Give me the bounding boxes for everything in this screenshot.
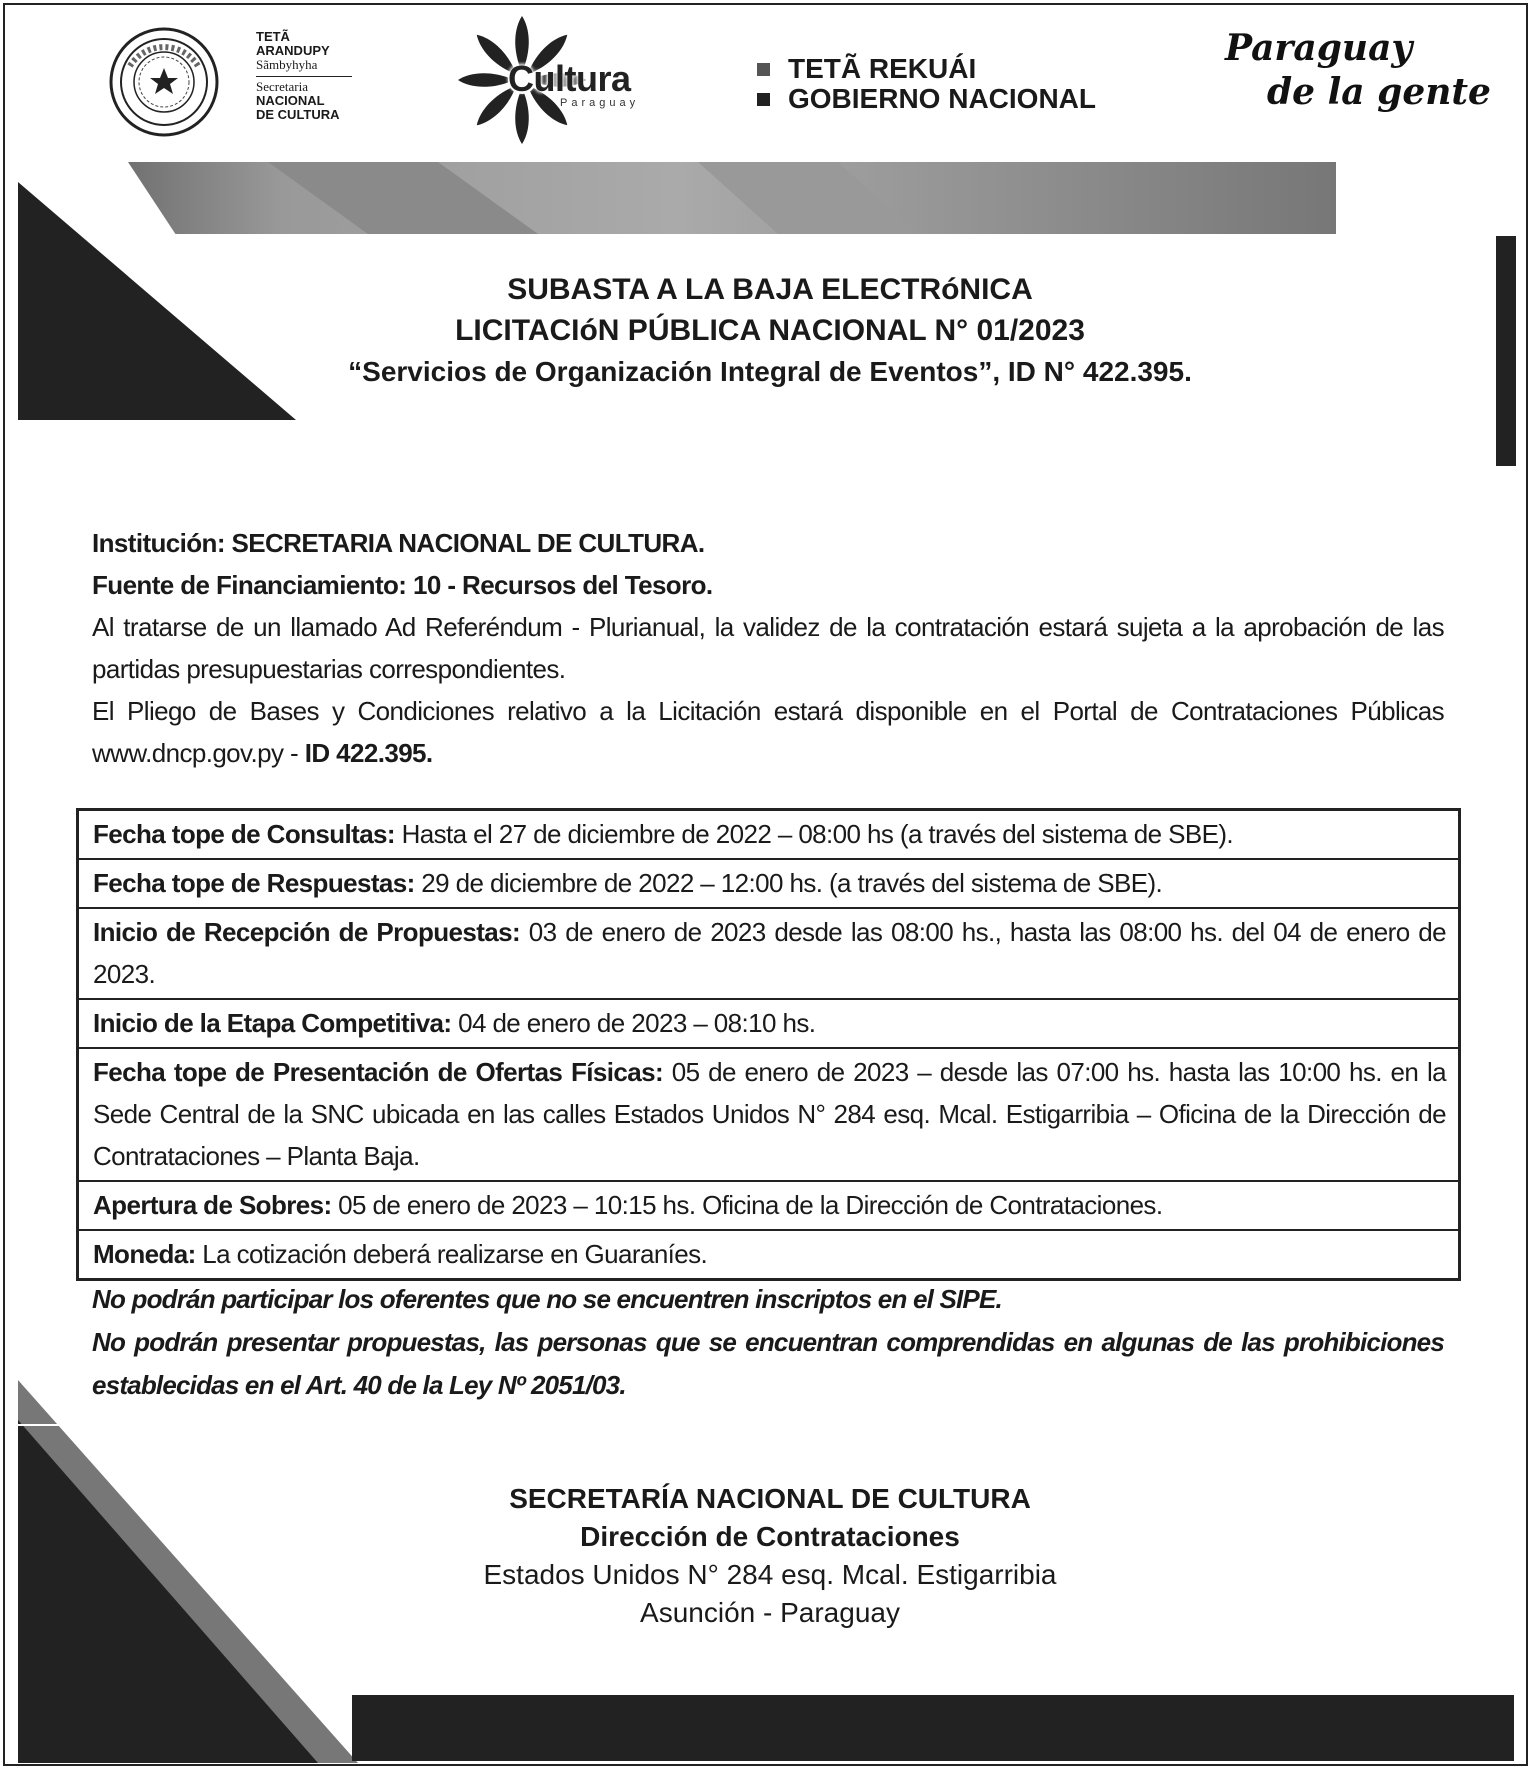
schedule-label: Moneda:: [93, 1239, 196, 1269]
schedule-row-etapa-competitiva: [79, 1000, 1458, 1049]
right-edge-bar: [1496, 236, 1516, 466]
seal-label-3: Sãmbyhyha: [256, 57, 318, 72]
cultura-logo-word: Cultura: [508, 58, 631, 99]
footer-dept: Dirección de Contrataciones: [580, 1521, 960, 1552]
national-seal-icon: [108, 26, 220, 138]
footer-contact: [430, 1480, 1110, 1632]
schedule-table: [76, 808, 1461, 1281]
slogan-line-2: de la gente: [1267, 71, 1491, 113]
schedule-value: La cotización deberá realizarse en Guaraníes.: [195, 1239, 708, 1269]
gov-line-2: GOBIERNO NACIONAL: [788, 83, 1096, 114]
schedule-value: Hasta el 27 de diciembre de 2022 – 08:00 hs (a través del sistema de SBE).: [394, 819, 1234, 849]
gov-square-icon: [757, 93, 770, 106]
seal-label-5: NACIONAL: [256, 93, 325, 108]
gobierno-nacional-logo: [757, 54, 1096, 114]
title-line-2: LICITACIóN PÚBLICA NACIONAL N° 01/2023: [455, 314, 1085, 347]
schedule-label: Fecha tope de Presentación de Ofertas Físicas:: [93, 1057, 664, 1087]
seal-label-1: TETÃ: [256, 29, 290, 44]
header-triangle-decoration: [18, 162, 298, 420]
schedule-label: Fecha tope de Consultas:: [93, 819, 395, 849]
funding-line: Fuente de Financiamiento: 10 - Recursos del Tesoro.: [92, 570, 713, 600]
schedule-value: 29 de diciembre de 2022 – 12:00 hs. (a través del sistema de SBE).: [414, 868, 1163, 898]
notice-title: [330, 270, 1210, 392]
title-line-3: “Servicios de Organización Integral de Eventos”, ID N° 422.395.: [348, 356, 1192, 387]
seal-label-divider: [256, 76, 352, 77]
schedule-row-moneda: [79, 1231, 1458, 1278]
schedule-row-ofertas-fisicas: [79, 1049, 1458, 1182]
footer-triangle-decoration: [18, 1380, 358, 1763]
footer-bar: [352, 1695, 1514, 1761]
seal-label-6: DE CULTURA: [256, 107, 340, 122]
slogan-line-1: Paraguay: [1225, 27, 1413, 69]
institution-line: Institución: SECRETARIA NACIONAL DE CULTURA.: [92, 528, 705, 558]
note-sipe: No podrán participar los oferentes que no se encuentren inscriptos en el SIPE.: [92, 1284, 1002, 1314]
schedule-label: Fecha tope de Respuestas:: [93, 868, 415, 898]
title-line-1: SUBASTA A LA BAJA ELECTRóNICA: [507, 273, 1033, 306]
schedule-row-recepcion: [79, 909, 1458, 1000]
seal-label-2: ARANDUPY: [256, 43, 330, 58]
schedule-value: 03 de enero de 2023 desde las 08:00 hs., hasta las 08:00 hs. del 04 de enero de 2023.: [93, 917, 1446, 989]
footer-org: SECRETARÍA NACIONAL DE CULTURA: [509, 1483, 1031, 1514]
pliego-id: ID 422.395.: [304, 738, 433, 768]
schedule-row-consultas: [79, 811, 1458, 860]
schedule-value: 05 de enero de 2023 – desde las 07:00 hs. hasta las 10:00 hs. en la Sede Central de la SNC ubicada en las calles Estados Unidos N° 284 esq. Mcal. Estigarribia – Oficina de la Dirección de Contrataciones – Planta Baja.: [93, 1057, 1446, 1171]
schedule-label: Inicio de Recepción de Propuestas:: [93, 917, 521, 947]
schedule-value: 05 de enero de 2023 – 10:15 hs. Oficina de la Dirección de Contrataciones.: [331, 1190, 1163, 1220]
cultura-logo-sub: Paraguay: [560, 97, 640, 109]
schedule-row-respuestas: [79, 860, 1458, 909]
seal-label-4: Secretaria: [256, 79, 308, 94]
gov-square-icon: [757, 63, 770, 76]
notice-body: [92, 522, 1444, 774]
gov-line-1: TETÃ REKUÁI: [788, 53, 977, 84]
secretaria-logo-label: [256, 30, 366, 122]
schedule-value: 04 de enero de 2023 – 08:10 hs.: [451, 1008, 816, 1038]
note-prohibiciones: No podrán presentar propuestas, las personas que se encuentran comprendidas en algunas de las prohibiciones establecidas en el Art. 40 de la Ley Nº 2051/03.: [92, 1327, 1444, 1400]
footer-address: Estados Unidos N° 284 esq. Mcal. Estigarribia: [483, 1559, 1057, 1590]
pliego-text: El Pliego de Bases y Condiciones relativo a la Licitación estará disponible en el Portal de Contrataciones Públicas www.dncp.gov.py -: [92, 696, 1444, 768]
schedule-row-apertura: [79, 1182, 1458, 1231]
ad-referendum-paragraph: Al tratarse de un llamado Ad Referéndum - Plurianual, la validez de la contratación estará sujeta a la aprobación de las partidas presupuestarias correspondientes.: [92, 612, 1444, 684]
slogan-logo: [1225, 26, 1491, 114]
schedule-label: Apertura de Sobres:: [93, 1190, 332, 1220]
footer-city: Asunción - Paraguay: [640, 1597, 900, 1628]
schedule-label: Inicio de la Etapa Competitiva:: [93, 1008, 452, 1038]
pliego-paragraph: [92, 690, 1444, 774]
